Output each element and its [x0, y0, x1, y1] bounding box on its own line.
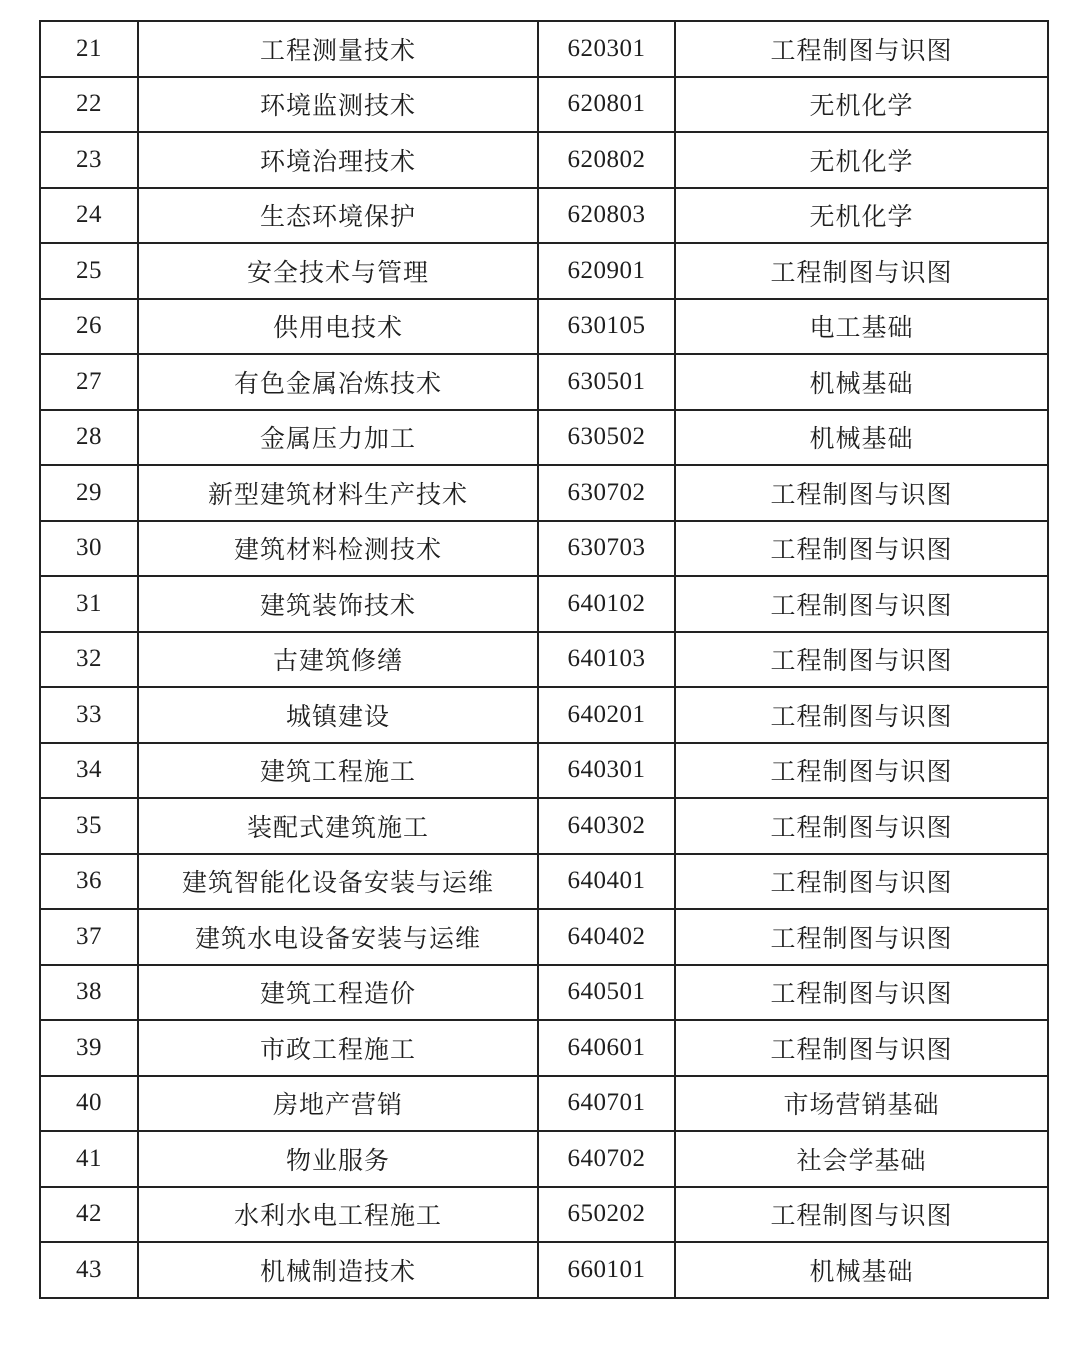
major-name-cell: 安全技术与管理 — [138, 243, 538, 299]
exam-subject-cell: 工程制图与识图 — [675, 854, 1048, 910]
exam-subject-cell: 无机化学 — [675, 77, 1048, 133]
major-name-cell: 水利水电工程施工 — [138, 1187, 538, 1243]
row-number-cell: 28 — [40, 410, 138, 466]
major-code-cell: 640301 — [538, 743, 675, 799]
exam-subject-cell: 工程制图与识图 — [675, 1020, 1048, 1076]
major-name-cell: 物业服务 — [138, 1131, 538, 1187]
major-name-cell: 金属压力加工 — [138, 410, 538, 466]
exam-subject-cell: 工程制图与识图 — [675, 243, 1048, 299]
major-code-cell: 620901 — [538, 243, 675, 299]
major-name-cell: 建筑装饰技术 — [138, 576, 538, 632]
row-number-cell: 42 — [40, 1187, 138, 1243]
row-number-cell: 25 — [40, 243, 138, 299]
major-name-cell: 供用电技术 — [138, 299, 538, 355]
major-name-cell: 城镇建设 — [138, 687, 538, 743]
major-code-cell: 640402 — [538, 909, 675, 965]
table-row — [40, 854, 1048, 910]
table-row — [40, 965, 1048, 1021]
table-row — [40, 743, 1048, 799]
major-code-cell: 630502 — [538, 410, 675, 466]
major-name-cell: 机械制造技术 — [138, 1242, 538, 1298]
major-name-cell: 环境治理技术 — [138, 132, 538, 188]
row-number-cell: 24 — [40, 188, 138, 244]
table-row — [40, 132, 1048, 188]
row-number-cell: 32 — [40, 632, 138, 688]
table-row — [40, 909, 1048, 965]
row-number-cell: 39 — [40, 1020, 138, 1076]
table-row — [40, 299, 1048, 355]
row-number-cell: 33 — [40, 687, 138, 743]
table-body — [40, 21, 1048, 1298]
row-number-cell: 43 — [40, 1242, 138, 1298]
row-number-cell: 22 — [40, 77, 138, 133]
exam-subject-cell: 机械基础 — [675, 1242, 1048, 1298]
row-number-cell: 29 — [40, 465, 138, 521]
major-name-cell: 新型建筑材料生产技术 — [138, 465, 538, 521]
exam-subject-cell: 工程制图与识图 — [675, 632, 1048, 688]
major-code-cell: 640302 — [538, 798, 675, 854]
table-row — [40, 798, 1048, 854]
major-code-cell: 640601 — [538, 1020, 675, 1076]
major-code-cell: 650202 — [538, 1187, 675, 1243]
table-row — [40, 1242, 1048, 1298]
major-code-cell: 660101 — [538, 1242, 675, 1298]
major-code-cell: 640401 — [538, 854, 675, 910]
major-code-cell: 630105 — [538, 299, 675, 355]
table-row — [40, 576, 1048, 632]
exam-subject-cell: 工程制图与识图 — [675, 465, 1048, 521]
exam-subject-cell: 电工基础 — [675, 299, 1048, 355]
table-row — [40, 1020, 1048, 1076]
table-row — [40, 521, 1048, 577]
row-number-cell: 34 — [40, 743, 138, 799]
table-row — [40, 354, 1048, 410]
row-number-cell: 36 — [40, 854, 138, 910]
table-row — [40, 632, 1048, 688]
exam-subject-cell: 无机化学 — [675, 188, 1048, 244]
major-code-cell: 640201 — [538, 687, 675, 743]
major-name-cell: 建筑智能化设备安装与运维 — [138, 854, 538, 910]
table-row — [40, 188, 1048, 244]
row-number-cell: 23 — [40, 132, 138, 188]
row-number-cell: 27 — [40, 354, 138, 410]
major-code-cell: 630702 — [538, 465, 675, 521]
row-number-cell: 35 — [40, 798, 138, 854]
exam-subject-cell: 机械基础 — [675, 354, 1048, 410]
table-row — [40, 1187, 1048, 1243]
major-code-cell: 640103 — [538, 632, 675, 688]
exam-subject-cell: 工程制图与识图 — [675, 965, 1048, 1021]
exam-subject-cell: 无机化学 — [675, 132, 1048, 188]
major-code-cell: 640701 — [538, 1076, 675, 1132]
row-number-cell: 31 — [40, 576, 138, 632]
major-code-cell: 630501 — [538, 354, 675, 410]
major-name-cell: 有色金属冶炼技术 — [138, 354, 538, 410]
major-code-cell: 640501 — [538, 965, 675, 1021]
major-code-cell: 640102 — [538, 576, 675, 632]
table-row — [40, 687, 1048, 743]
row-number-cell: 26 — [40, 299, 138, 355]
exam-subject-cell: 工程制图与识图 — [675, 743, 1048, 799]
major-code-cell: 620802 — [538, 132, 675, 188]
table-row — [40, 410, 1048, 466]
major-name-cell: 环境监测技术 — [138, 77, 538, 133]
exam-subject-cell: 工程制图与识图 — [675, 1187, 1048, 1243]
exam-subject-cell: 工程制图与识图 — [675, 687, 1048, 743]
exam-subject-cell: 社会学基础 — [675, 1131, 1048, 1187]
exam-subject-cell: 市场营销基础 — [675, 1076, 1048, 1132]
exam-subject-cell: 工程制图与识图 — [675, 909, 1048, 965]
major-code-cell: 630703 — [538, 521, 675, 577]
row-number-cell: 37 — [40, 909, 138, 965]
major-name-cell: 生态环境保护 — [138, 188, 538, 244]
table-row — [40, 21, 1048, 77]
major-name-cell: 古建筑修缮 — [138, 632, 538, 688]
major-code-cell: 620801 — [538, 77, 675, 133]
major-code-cell: 620301 — [538, 21, 675, 77]
row-number-cell: 41 — [40, 1131, 138, 1187]
major-name-cell: 市政工程施工 — [138, 1020, 538, 1076]
table-row — [40, 465, 1048, 521]
exam-subject-cell: 工程制图与识图 — [675, 521, 1048, 577]
major-name-cell: 建筑工程施工 — [138, 743, 538, 799]
major-code-cell: 620803 — [538, 188, 675, 244]
row-number-cell: 30 — [40, 521, 138, 577]
row-number-cell: 38 — [40, 965, 138, 1021]
exam-subject-cell: 工程制图与识图 — [675, 21, 1048, 77]
table-row — [40, 1131, 1048, 1187]
row-number-cell: 21 — [40, 21, 138, 77]
exam-subject-cell: 工程制图与识图 — [675, 576, 1048, 632]
major-name-cell: 建筑水电设备安装与运维 — [138, 909, 538, 965]
major-name-cell: 装配式建筑施工 — [138, 798, 538, 854]
major-name-cell: 建筑材料检测技术 — [138, 521, 538, 577]
majors-table — [39, 20, 1049, 1299]
major-name-cell: 工程测量技术 — [138, 21, 538, 77]
major-name-cell: 房地产营销 — [138, 1076, 538, 1132]
exam-subject-cell: 机械基础 — [675, 410, 1048, 466]
table-row — [40, 77, 1048, 133]
major-code-cell: 640702 — [538, 1131, 675, 1187]
major-name-cell: 建筑工程造价 — [138, 965, 538, 1021]
exam-subject-cell: 工程制图与识图 — [675, 798, 1048, 854]
table-row — [40, 1076, 1048, 1132]
row-number-cell: 40 — [40, 1076, 138, 1132]
table-row — [40, 243, 1048, 299]
